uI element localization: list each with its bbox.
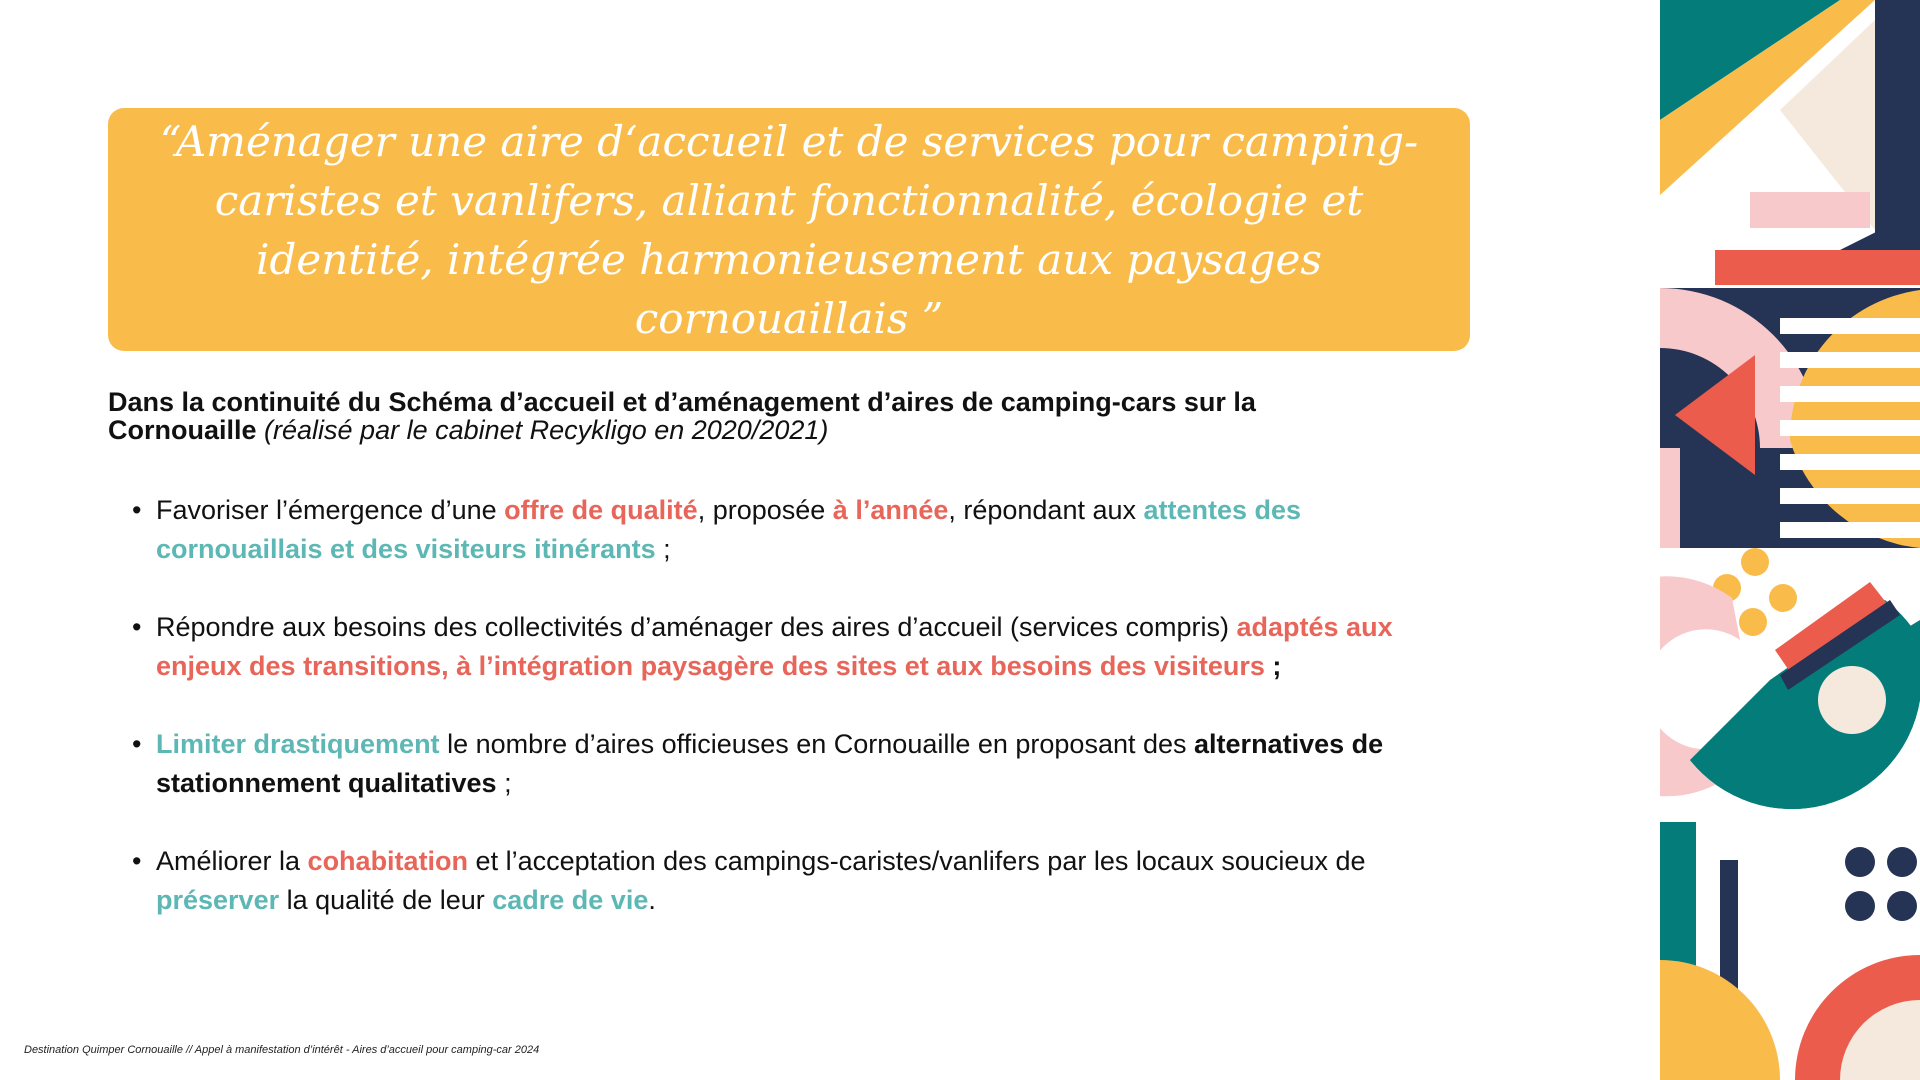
intro-italic: (réalisé par le cabinet Recykligo en 2020/2021) xyxy=(264,415,829,445)
yellow-quarter-shape xyxy=(1660,960,1780,1080)
intro-bold: Dans la continuité du Schéma d’accueil et d’aménagement d’aires de camping-cars sur la Cornouaille xyxy=(108,387,1256,445)
navy-dot-shape xyxy=(1845,847,1875,877)
bullet-text-part: ; xyxy=(1264,651,1282,681)
bullet-icon: • xyxy=(132,495,142,525)
bullet-text-part: cohabitation xyxy=(307,846,469,876)
list-item xyxy=(108,725,1468,803)
list-item xyxy=(108,491,1468,569)
objectives-list xyxy=(108,491,1468,959)
bullet-text-part: cadre de vie xyxy=(492,885,649,915)
yellow-dot-shape xyxy=(1741,548,1769,576)
intro-paragraph xyxy=(108,388,1408,444)
bullet-text-part: adaptés aux enjeux des transitions, à l’intégration paysagère des sites et aux besoins des visiteurs xyxy=(156,612,1393,681)
coral-bar-shape xyxy=(1715,250,1920,285)
bullet-text-part: ; xyxy=(655,534,671,564)
bullet-text-part: attentes des cornouaillais et des visiteurs itinérants xyxy=(156,495,1302,564)
bullet-text-part: , proposée xyxy=(697,495,833,525)
bullet-icon: • xyxy=(132,729,142,759)
bullet-text-part: la qualité de leur xyxy=(279,885,493,915)
cream-circle-shape xyxy=(1818,666,1886,734)
quote-banner xyxy=(108,108,1470,351)
list-item xyxy=(108,608,1468,686)
bullet-text-part: à l’année xyxy=(832,495,949,525)
bullet-text-part: Améliorer la xyxy=(156,846,308,876)
bullet-text-part: Favoriser l’émergence d’une xyxy=(156,495,505,525)
bullet-text-part: . xyxy=(648,885,656,915)
bullet-text-part: Limiter drastiquement xyxy=(156,729,440,759)
quote-text: “Aménager une aire d‘accueil et de services pour camping-caristes et vanlifers, alliant fonctionnalité, écologie et identité, intégrée harmonieusement aux paysages cornouaillais ” xyxy=(159,116,1419,343)
list-item xyxy=(108,842,1468,920)
footer-text: Destination Quimper Cornouaille // Appel à manifestation d’intérêt - Aires d’accueil pour camping-car 2024 xyxy=(24,1044,540,1056)
bullet-text-part: alternatives de stationnement qualitatives xyxy=(156,729,1384,798)
bullet-text-part: Répondre aux besoins des collectivités d’aménager des aires d’accueil (services compris) xyxy=(156,612,1237,642)
bullet-text-part: ; xyxy=(496,768,512,798)
bullet-text-part: le nombre d’aires officieuses en Cornouaille en proposant des xyxy=(439,729,1195,759)
pink-bar-shape xyxy=(1750,192,1870,228)
bullet-icon: • xyxy=(132,846,142,876)
bullet-icon: • xyxy=(132,612,142,642)
bullet-text-part: et l’acceptation des campings-caristes/vanlifers par les locaux soucieux de xyxy=(468,846,1366,876)
bullet-text-part: offre de qualité xyxy=(504,495,698,525)
decorative-geometric-panel xyxy=(1660,0,1920,1080)
bullet-text-part: , répondant aux xyxy=(948,495,1144,525)
bullet-text-part: préserver xyxy=(156,885,280,915)
